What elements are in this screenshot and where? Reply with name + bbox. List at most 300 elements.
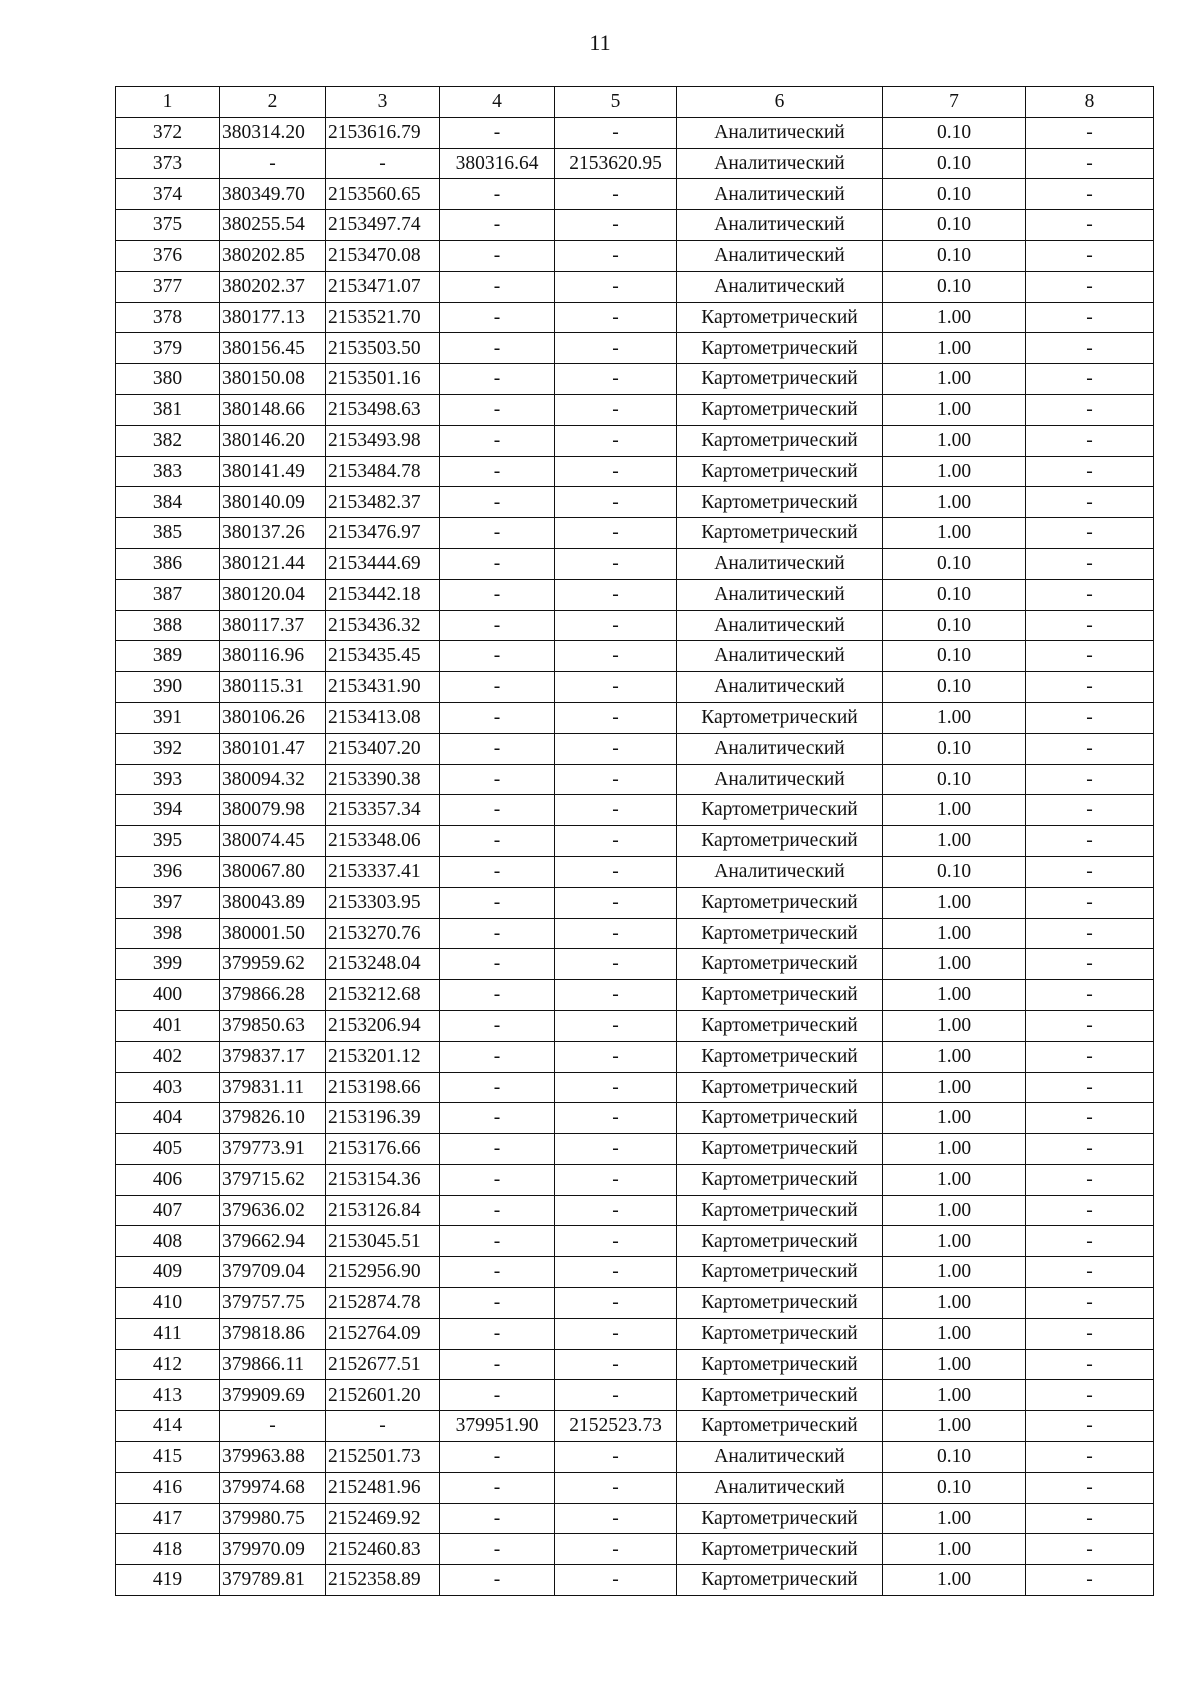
note-cell: - xyxy=(1026,1041,1154,1072)
accuracy-cell: 1.00 xyxy=(883,1318,1026,1349)
method-cell: Аналитический xyxy=(677,117,883,148)
note-cell: - xyxy=(1026,1472,1154,1503)
y-coordinate-alt-cell: - xyxy=(555,1380,677,1411)
note-cell: - xyxy=(1026,733,1154,764)
y-coordinate-cell: 2153616.79 xyxy=(326,117,440,148)
method-cell: Аналитический xyxy=(677,856,883,887)
x-coordinate-alt-cell: - xyxy=(440,1442,555,1473)
method-cell: Аналитический xyxy=(677,733,883,764)
method-cell: Аналитический xyxy=(677,641,883,672)
y-coordinate-cell: 2153471.07 xyxy=(326,271,440,302)
method-cell: Аналитический xyxy=(677,271,883,302)
y-coordinate-alt-cell: - xyxy=(555,1257,677,1288)
x-coordinate-alt-cell: - xyxy=(440,856,555,887)
table-row xyxy=(116,1072,1154,1103)
note-cell: - xyxy=(1026,887,1154,918)
accuracy-cell: 0.10 xyxy=(883,148,1026,179)
table-row xyxy=(116,117,1154,148)
point-number-cell: 390 xyxy=(116,672,220,703)
y-coordinate-alt-cell: - xyxy=(555,1349,677,1380)
method-cell: Аналитический xyxy=(677,548,883,579)
method-cell: Картометрический xyxy=(677,1010,883,1041)
y-coordinate-alt-cell: - xyxy=(555,641,677,672)
x-coordinate-alt-cell: - xyxy=(440,1257,555,1288)
point-number-cell: 406 xyxy=(116,1164,220,1195)
y-coordinate-cell: 2152469.92 xyxy=(326,1503,440,1534)
x-coordinate-alt-cell: - xyxy=(440,456,555,487)
y-coordinate-cell: 2153390.38 xyxy=(326,764,440,795)
table-row xyxy=(116,702,1154,733)
table-row xyxy=(116,333,1154,364)
note-cell: - xyxy=(1026,1442,1154,1473)
note-cell: - xyxy=(1026,1195,1154,1226)
table-row xyxy=(116,548,1154,579)
point-number-cell: 413 xyxy=(116,1380,220,1411)
y-coordinate-cell: 2153501.16 xyxy=(326,364,440,395)
x-coordinate-alt-cell: - xyxy=(440,980,555,1011)
x-coordinate-cell: 379909.69 xyxy=(220,1380,326,1411)
accuracy-cell: 0.10 xyxy=(883,641,1026,672)
table-row xyxy=(116,425,1154,456)
x-coordinate-alt-cell: - xyxy=(440,394,555,425)
y-coordinate-alt-cell: - xyxy=(555,1442,677,1473)
method-cell: Картометрический xyxy=(677,918,883,949)
table-row xyxy=(116,887,1154,918)
y-coordinate-cell: 2153444.69 xyxy=(326,548,440,579)
note-cell: - xyxy=(1026,456,1154,487)
table-row xyxy=(116,826,1154,857)
method-cell: Аналитический xyxy=(677,1442,883,1473)
y-coordinate-cell: 2153503.50 xyxy=(326,333,440,364)
method-cell: Аналитический xyxy=(677,148,883,179)
note-cell: - xyxy=(1026,148,1154,179)
note-cell: - xyxy=(1026,394,1154,425)
y-coordinate-cell: 2152358.89 xyxy=(326,1565,440,1596)
note-cell: - xyxy=(1026,1411,1154,1442)
y-coordinate-alt-cell: - xyxy=(555,702,677,733)
y-coordinate-cell: 2152601.20 xyxy=(326,1380,440,1411)
y-coordinate-cell: 2153435.45 xyxy=(326,641,440,672)
point-number-cell: 400 xyxy=(116,980,220,1011)
y-coordinate-alt-cell: - xyxy=(555,1103,677,1134)
table-row xyxy=(116,179,1154,210)
x-coordinate-cell: - xyxy=(220,1411,326,1442)
method-cell: Картометрический xyxy=(677,364,883,395)
y-coordinate-alt-cell: - xyxy=(555,610,677,641)
y-coordinate-alt-cell: 2152523.73 xyxy=(555,1411,677,1442)
method-cell: Аналитический xyxy=(677,579,883,610)
x-coordinate-cell: 380067.80 xyxy=(220,856,326,887)
method-cell: Картометрический xyxy=(677,1318,883,1349)
y-coordinate-cell: 2153176.66 xyxy=(326,1134,440,1165)
table-row xyxy=(116,1041,1154,1072)
method-cell: Аналитический xyxy=(677,610,883,641)
point-number-cell: 404 xyxy=(116,1103,220,1134)
x-coordinate-alt-cell: - xyxy=(440,887,555,918)
x-coordinate-alt-cell: - xyxy=(440,826,555,857)
point-number-cell: 411 xyxy=(116,1318,220,1349)
y-coordinate-alt-cell: - xyxy=(555,210,677,241)
x-coordinate-cell: 380140.09 xyxy=(220,487,326,518)
x-coordinate-cell: 380349.70 xyxy=(220,179,326,210)
accuracy-cell: 1.00 xyxy=(883,1041,1026,1072)
note-cell: - xyxy=(1026,117,1154,148)
table-row xyxy=(116,1318,1154,1349)
x-coordinate-alt-cell: 380316.64 xyxy=(440,148,555,179)
accuracy-cell: 0.10 xyxy=(883,672,1026,703)
x-coordinate-alt-cell: - xyxy=(440,1041,555,1072)
x-coordinate-cell: 380043.89 xyxy=(220,887,326,918)
accuracy-cell: 1.00 xyxy=(883,1103,1026,1134)
accuracy-cell: 0.10 xyxy=(883,764,1026,795)
x-coordinate-alt-cell: - xyxy=(440,702,555,733)
y-coordinate-cell: 2153212.68 xyxy=(326,980,440,1011)
point-number-cell: 403 xyxy=(116,1072,220,1103)
x-coordinate-cell: 380202.37 xyxy=(220,271,326,302)
x-coordinate-alt-cell: - xyxy=(440,672,555,703)
x-coordinate-cell: 380106.26 xyxy=(220,702,326,733)
y-coordinate-alt-cell: - xyxy=(555,302,677,333)
accuracy-cell: 0.10 xyxy=(883,548,1026,579)
x-coordinate-alt-cell: - xyxy=(440,1318,555,1349)
method-cell: Картометрический xyxy=(677,518,883,549)
point-number-cell: 405 xyxy=(116,1134,220,1165)
table-row xyxy=(116,733,1154,764)
x-coordinate-alt-cell: - xyxy=(440,271,555,302)
x-coordinate-cell: 379715.62 xyxy=(220,1164,326,1195)
column-header: 6 xyxy=(677,87,883,118)
method-cell: Картометрический xyxy=(677,826,883,857)
table-row xyxy=(116,1195,1154,1226)
x-coordinate-cell: 379636.02 xyxy=(220,1195,326,1226)
note-cell: - xyxy=(1026,610,1154,641)
x-coordinate-alt-cell: - xyxy=(440,548,555,579)
x-coordinate-alt-cell: - xyxy=(440,795,555,826)
accuracy-cell: 1.00 xyxy=(883,1534,1026,1565)
x-coordinate-cell: 379818.86 xyxy=(220,1318,326,1349)
x-coordinate-alt-cell: - xyxy=(440,425,555,456)
table-row xyxy=(116,1226,1154,1257)
point-number-cell: 392 xyxy=(116,733,220,764)
y-coordinate-cell: 2153521.70 xyxy=(326,302,440,333)
table-row xyxy=(116,1565,1154,1596)
table-header xyxy=(116,87,1154,118)
method-cell: Картометрический xyxy=(677,1226,883,1257)
y-coordinate-cell: 2152677.51 xyxy=(326,1349,440,1380)
x-coordinate-cell: 379709.04 xyxy=(220,1257,326,1288)
table-row xyxy=(116,1164,1154,1195)
accuracy-cell: 1.00 xyxy=(883,1226,1026,1257)
point-number-cell: 397 xyxy=(116,887,220,918)
table-row xyxy=(116,856,1154,887)
y-coordinate-alt-cell: - xyxy=(555,949,677,980)
note-cell: - xyxy=(1026,302,1154,333)
point-number-cell: 401 xyxy=(116,1010,220,1041)
accuracy-cell: 1.00 xyxy=(883,394,1026,425)
x-coordinate-alt-cell: - xyxy=(440,1534,555,1565)
point-number-cell: 381 xyxy=(116,394,220,425)
y-coordinate-cell: 2153337.41 xyxy=(326,856,440,887)
point-number-cell: 391 xyxy=(116,702,220,733)
method-cell: Картометрический xyxy=(677,980,883,1011)
note-cell: - xyxy=(1026,333,1154,364)
table-row xyxy=(116,1257,1154,1288)
y-coordinate-cell: 2153198.66 xyxy=(326,1072,440,1103)
x-coordinate-alt-cell: - xyxy=(440,487,555,518)
table-row xyxy=(116,1534,1154,1565)
table-row xyxy=(116,1442,1154,1473)
y-coordinate-alt-cell: - xyxy=(555,1226,677,1257)
accuracy-cell: 1.00 xyxy=(883,1503,1026,1534)
x-coordinate-cell: 379974.68 xyxy=(220,1472,326,1503)
x-coordinate-alt-cell: - xyxy=(440,1164,555,1195)
method-cell: Картометрический xyxy=(677,1195,883,1226)
y-coordinate-cell: 2153484.78 xyxy=(326,456,440,487)
x-coordinate-alt-cell: - xyxy=(440,733,555,764)
method-cell: Картометрический xyxy=(677,1103,883,1134)
y-coordinate-alt-cell: - xyxy=(555,394,677,425)
y-coordinate-alt-cell: - xyxy=(555,179,677,210)
x-coordinate-alt-cell: - xyxy=(440,210,555,241)
y-coordinate-alt-cell: - xyxy=(555,1472,677,1503)
y-coordinate-cell: 2153442.18 xyxy=(326,579,440,610)
point-number-cell: 374 xyxy=(116,179,220,210)
accuracy-cell: 1.00 xyxy=(883,1010,1026,1041)
point-number-cell: 383 xyxy=(116,456,220,487)
page-number: 11 xyxy=(589,30,611,55)
y-coordinate-alt-cell: - xyxy=(555,1041,677,1072)
x-coordinate-cell: 379850.63 xyxy=(220,1010,326,1041)
accuracy-cell: 1.00 xyxy=(883,1195,1026,1226)
accuracy-cell: 0.10 xyxy=(883,579,1026,610)
note-cell: - xyxy=(1026,702,1154,733)
accuracy-cell: 1.00 xyxy=(883,887,1026,918)
x-coordinate-cell: 379831.11 xyxy=(220,1072,326,1103)
point-number-cell: 398 xyxy=(116,918,220,949)
note-cell: - xyxy=(1026,1380,1154,1411)
column-header: 2 xyxy=(220,87,326,118)
method-cell: Картометрический xyxy=(677,333,883,364)
accuracy-cell: 1.00 xyxy=(883,1164,1026,1195)
point-number-cell: 375 xyxy=(116,210,220,241)
method-cell: Аналитический xyxy=(677,179,883,210)
note-cell: - xyxy=(1026,1318,1154,1349)
y-coordinate-cell: 2152764.09 xyxy=(326,1318,440,1349)
x-coordinate-alt-cell: - xyxy=(440,579,555,610)
y-coordinate-cell: - xyxy=(326,1411,440,1442)
method-cell: Картометрический xyxy=(677,425,883,456)
x-coordinate-cell: 380101.47 xyxy=(220,733,326,764)
point-number-cell: 385 xyxy=(116,518,220,549)
note-cell: - xyxy=(1026,179,1154,210)
note-cell: - xyxy=(1026,856,1154,887)
table-row xyxy=(116,764,1154,795)
point-number-cell: 414 xyxy=(116,1411,220,1442)
accuracy-cell: 1.00 xyxy=(883,702,1026,733)
y-coordinate-cell: 2153413.08 xyxy=(326,702,440,733)
point-number-cell: 396 xyxy=(116,856,220,887)
x-coordinate-alt-cell: - xyxy=(440,1503,555,1534)
table-row xyxy=(116,795,1154,826)
y-coordinate-cell: 2152956.90 xyxy=(326,1257,440,1288)
x-coordinate-alt-cell: - xyxy=(440,1288,555,1319)
y-coordinate-cell: 2153482.37 xyxy=(326,487,440,518)
method-cell: Картометрический xyxy=(677,1257,883,1288)
y-coordinate-cell: 2153470.08 xyxy=(326,240,440,271)
point-number-cell: 418 xyxy=(116,1534,220,1565)
point-number-cell: 408 xyxy=(116,1226,220,1257)
x-coordinate-cell: 380120.04 xyxy=(220,579,326,610)
accuracy-cell: 1.00 xyxy=(883,487,1026,518)
method-cell: Картометрический xyxy=(677,1349,883,1380)
x-coordinate-alt-cell: - xyxy=(440,1134,555,1165)
column-header: 8 xyxy=(1026,87,1154,118)
note-cell: - xyxy=(1026,795,1154,826)
table-row xyxy=(116,518,1154,549)
y-coordinate-alt-cell: - xyxy=(555,364,677,395)
y-coordinate-alt-cell: - xyxy=(555,548,677,579)
y-coordinate-alt-cell: - xyxy=(555,672,677,703)
x-coordinate-cell: 379866.28 xyxy=(220,980,326,1011)
x-coordinate-cell: 380137.26 xyxy=(220,518,326,549)
x-coordinate-alt-cell: - xyxy=(440,918,555,949)
point-number-cell: 394 xyxy=(116,795,220,826)
y-coordinate-alt-cell: - xyxy=(555,456,677,487)
x-coordinate-cell: 379773.91 xyxy=(220,1134,326,1165)
note-cell: - xyxy=(1026,1257,1154,1288)
x-coordinate-alt-cell: - xyxy=(440,117,555,148)
x-coordinate-cell: 380148.66 xyxy=(220,394,326,425)
x-coordinate-alt-cell: - xyxy=(440,518,555,549)
method-cell: Картометрический xyxy=(677,1503,883,1534)
table-row xyxy=(116,579,1154,610)
point-number-cell: 417 xyxy=(116,1503,220,1534)
x-coordinate-cell: 380141.49 xyxy=(220,456,326,487)
y-coordinate-alt-cell: - xyxy=(555,117,677,148)
x-coordinate-cell: 380314.20 xyxy=(220,117,326,148)
table-row xyxy=(116,1349,1154,1380)
y-coordinate-alt-cell: - xyxy=(555,764,677,795)
method-cell: Картометрический xyxy=(677,1411,883,1442)
column-header: 3 xyxy=(326,87,440,118)
y-coordinate-cell: 2153407.20 xyxy=(326,733,440,764)
x-coordinate-cell: 379980.75 xyxy=(220,1503,326,1534)
table-body xyxy=(116,117,1154,1595)
y-coordinate-cell: 2153493.98 xyxy=(326,425,440,456)
y-coordinate-cell: - xyxy=(326,148,440,179)
method-cell: Картометрический xyxy=(677,1164,883,1195)
accuracy-cell: 1.00 xyxy=(883,364,1026,395)
point-number-cell: 399 xyxy=(116,949,220,980)
table-row xyxy=(116,641,1154,672)
point-number-cell: 415 xyxy=(116,1442,220,1473)
note-cell: - xyxy=(1026,918,1154,949)
note-cell: - xyxy=(1026,1288,1154,1319)
x-coordinate-cell: 379866.11 xyxy=(220,1349,326,1380)
table-row xyxy=(116,1103,1154,1134)
x-coordinate-alt-cell: - xyxy=(440,1472,555,1503)
y-coordinate-cell: 2153357.34 xyxy=(326,795,440,826)
note-cell: - xyxy=(1026,1164,1154,1195)
table-row xyxy=(116,210,1154,241)
table-row xyxy=(116,487,1154,518)
table-row xyxy=(116,1134,1154,1165)
x-coordinate-cell: 380202.85 xyxy=(220,240,326,271)
y-coordinate-alt-cell: - xyxy=(555,856,677,887)
y-coordinate-alt-cell: - xyxy=(555,518,677,549)
x-coordinate-cell: 380116.96 xyxy=(220,641,326,672)
method-cell: Картометрический xyxy=(677,456,883,487)
note-cell: - xyxy=(1026,579,1154,610)
point-number-cell: 380 xyxy=(116,364,220,395)
accuracy-cell: 1.00 xyxy=(883,1565,1026,1596)
point-number-cell: 382 xyxy=(116,425,220,456)
note-cell: - xyxy=(1026,826,1154,857)
point-number-cell: 412 xyxy=(116,1349,220,1380)
y-coordinate-alt-cell: - xyxy=(555,795,677,826)
method-cell: Картометрический xyxy=(677,1534,883,1565)
x-coordinate-cell: 379662.94 xyxy=(220,1226,326,1257)
x-coordinate-alt-cell: - xyxy=(440,1103,555,1134)
accuracy-cell: 1.00 xyxy=(883,333,1026,364)
y-coordinate-cell: 2153270.76 xyxy=(326,918,440,949)
note-cell: - xyxy=(1026,764,1154,795)
method-cell: Картометрический xyxy=(677,487,883,518)
note-cell: - xyxy=(1026,980,1154,1011)
point-number-cell: 416 xyxy=(116,1472,220,1503)
column-header: 1 xyxy=(116,87,220,118)
table-row xyxy=(116,240,1154,271)
x-coordinate-cell: 380146.20 xyxy=(220,425,326,456)
table-row xyxy=(116,1380,1154,1411)
header-row xyxy=(116,87,1154,118)
accuracy-cell: 1.00 xyxy=(883,1380,1026,1411)
table-row xyxy=(116,980,1154,1011)
y-coordinate-cell: 2153498.63 xyxy=(326,394,440,425)
x-coordinate-cell: 380117.37 xyxy=(220,610,326,641)
x-coordinate-cell: 379963.88 xyxy=(220,1442,326,1473)
accuracy-cell: 1.00 xyxy=(883,1257,1026,1288)
x-coordinate-cell: 380074.45 xyxy=(220,826,326,857)
y-coordinate-alt-cell: - xyxy=(555,1072,677,1103)
table-row xyxy=(116,672,1154,703)
y-coordinate-alt-cell: - xyxy=(555,240,677,271)
x-coordinate-alt-cell: - xyxy=(440,1380,555,1411)
note-cell: - xyxy=(1026,210,1154,241)
y-coordinate-alt-cell: - xyxy=(555,887,677,918)
y-coordinate-cell: 2153154.36 xyxy=(326,1164,440,1195)
y-coordinate-cell: 2153126.84 xyxy=(326,1195,440,1226)
note-cell: - xyxy=(1026,1072,1154,1103)
table-row xyxy=(116,918,1154,949)
accuracy-cell: 0.10 xyxy=(883,733,1026,764)
y-coordinate-cell: 2153497.74 xyxy=(326,210,440,241)
y-coordinate-cell: 2153431.90 xyxy=(326,672,440,703)
x-coordinate-alt-cell: - xyxy=(440,302,555,333)
x-coordinate-cell: 380177.13 xyxy=(220,302,326,333)
y-coordinate-alt-cell: - xyxy=(555,425,677,456)
y-coordinate-alt-cell: - xyxy=(555,1565,677,1596)
accuracy-cell: 0.10 xyxy=(883,1472,1026,1503)
x-coordinate-cell: 380094.32 xyxy=(220,764,326,795)
method-cell: Картометрический xyxy=(677,1380,883,1411)
method-cell: Картометрический xyxy=(677,887,883,918)
x-coordinate-cell: 379789.81 xyxy=(220,1565,326,1596)
accuracy-cell: 1.00 xyxy=(883,1349,1026,1380)
y-coordinate-cell: 2153045.51 xyxy=(326,1226,440,1257)
method-cell: Картометрический xyxy=(677,1072,883,1103)
x-coordinate-cell: 380115.31 xyxy=(220,672,326,703)
